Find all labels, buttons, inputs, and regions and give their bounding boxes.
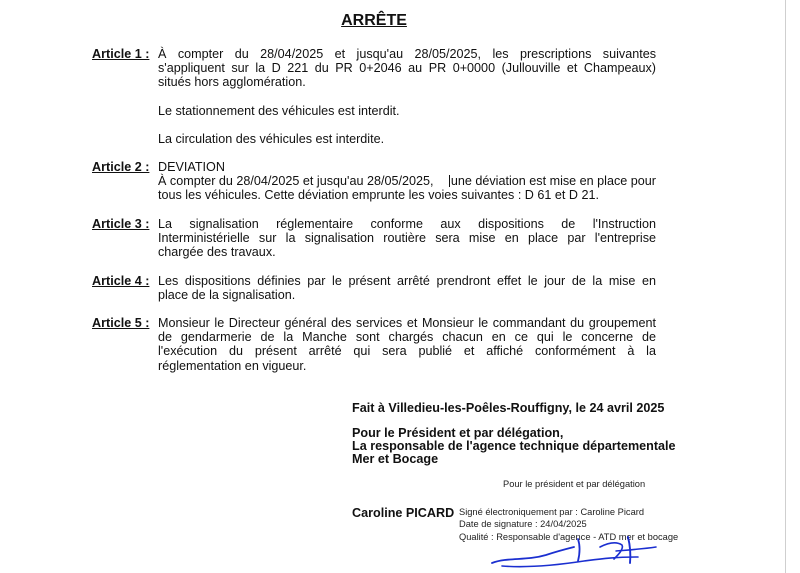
signature-delegation: Pour le Président et par délégation, [352, 426, 564, 440]
article-2-body [158, 160, 656, 203]
signature-stamp-text: Pour le président et par délégation [503, 479, 646, 489]
article-1-line: situés hors agglomération. [158, 75, 306, 90]
article-5-label: Article 5 : [92, 316, 150, 330]
article-2-label: Article 2 : [92, 160, 150, 174]
document-title: ARRÊTE [341, 12, 407, 29]
article-4-label: Article 4 : [92, 274, 150, 288]
article-1-line: s'appliquent sur la D 221 du PR 0+2046 au PR 0+0000 (Jullouville et Champeaux) [158, 61, 656, 76]
article-2-line: tous les véhicules. Cette déviation emprunte les voies suivantes : D 61 et D 21. [158, 188, 600, 203]
article-3-body [158, 217, 656, 260]
article-2-line-end-wrap [447, 174, 656, 188]
article-1-parking-rule: Le stationnement des véhicules est interdit. [158, 103, 400, 118]
text-cursor [449, 175, 450, 187]
article-3-line: chargée des travaux. [158, 245, 276, 260]
esign-signed-by: Signé électroniquement par : Caroline Picard [459, 507, 645, 517]
article-5-body [158, 316, 656, 373]
article-2-line-end: une déviation est mise en place pour [450, 174, 656, 189]
article-5-line: de gendarmerie de la Manche sont chargés chacun en ce qui le concerne de [158, 330, 656, 345]
article-2-line [158, 174, 656, 188]
handwritten-signature [488, 535, 663, 571]
page-edge [785, 0, 786, 573]
signature-role-line-2: Mer et Bocage [352, 452, 439, 466]
signature-place-date: Fait à Villedieu-les-Poêles-Rouffigny, le 24 avril 2025 [352, 401, 665, 415]
article-4-body [158, 274, 656, 302]
article-5-line: l'exécution du présent arrêté qui sera publié et affiché conformément à la [158, 344, 656, 359]
esign-quality: Qualité : Responsable d'agence - ATD mer et bocage [459, 531, 679, 542]
article-3-label: Article 3 : [92, 217, 150, 231]
signature-role-line-1: La responsable de l'agence technique départementale [352, 439, 676, 453]
article-2-heading: DEVIATION [158, 160, 225, 174]
article-2-line-start: À compter du 28/04/2025 et jusqu'au 28/05/2025, [158, 174, 434, 189]
article-1-body [158, 47, 656, 146]
article-5-line: Monsieur le Directeur général des services et Monsieur le commandant du groupement [158, 316, 656, 330]
article-3-line: La signalisation réglementaire conforme aux dispositions de l'Instruction [158, 217, 656, 231]
article-1-line: À compter du 28/04/2025 et jusqu'au 28/05/2025, les prescriptions suivantes [158, 47, 656, 61]
article-1-label: Article 1 : [92, 47, 150, 61]
article-4-line: place de la signalisation. [158, 288, 296, 303]
signatory-name: Caroline PICARD [352, 506, 455, 520]
esign-date: Date de signature : 24/04/2025 [459, 519, 587, 530]
article-4-line: Les dispositions définies par le présent arrêté prendront effet le jour de la mise en [158, 274, 656, 288]
article-3-line: Interministérielle sur la signalisation routière sera mise en place par l'entreprise [158, 231, 656, 246]
article-5-line: réglementation en vigueur. [158, 358, 307, 373]
article-1-traffic-rule: La circulation des véhicules est interdite. [158, 132, 385, 147]
